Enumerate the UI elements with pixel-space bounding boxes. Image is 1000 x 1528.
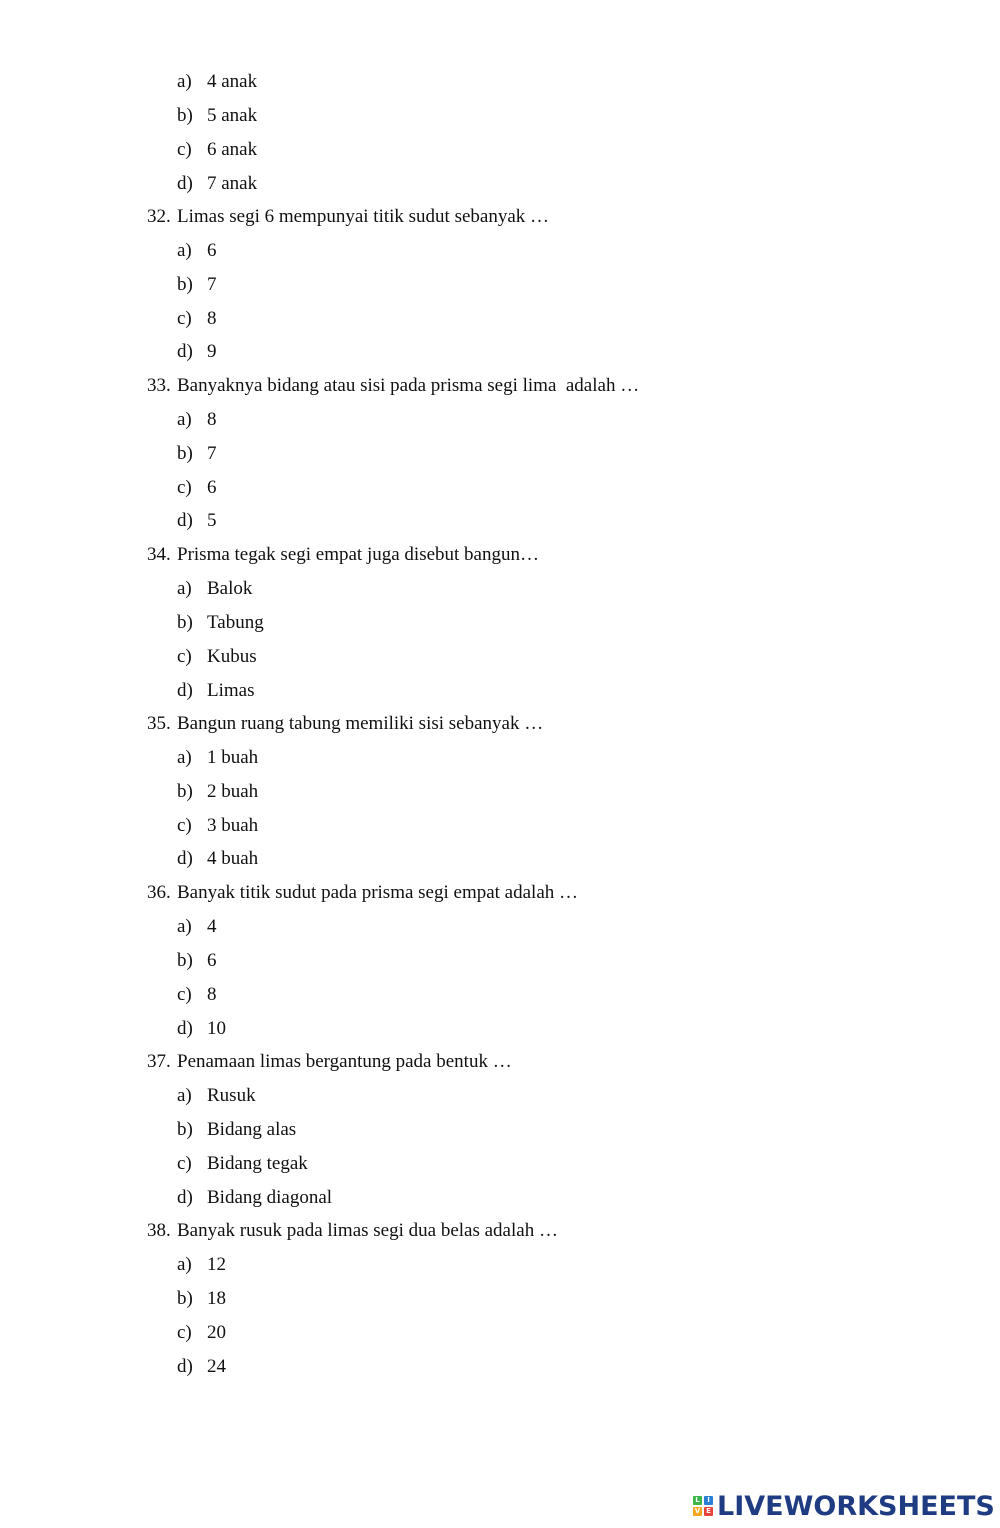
option-letter: b) [177, 781, 193, 802]
option-letter: a) [177, 240, 192, 261]
option-letter: a) [177, 1254, 192, 1275]
option-text: 6 [207, 240, 217, 261]
option-letter: d) [177, 510, 193, 531]
option-letter: b) [177, 1119, 193, 1140]
logo-mark-icon [693, 1496, 713, 1516]
option-text: 8 [207, 984, 217, 1005]
brand-name: LIVEWORKSHEETS [717, 1490, 995, 1522]
option-text: 7 [207, 443, 217, 464]
option-text: Kubus [207, 646, 257, 667]
liveworksheets-logo[interactable] [693, 1490, 995, 1522]
option-letter: d) [177, 848, 193, 869]
option-text: 3 buah [207, 815, 259, 836]
option-text: 4 [207, 916, 217, 937]
option-letter: d) [177, 1356, 193, 1377]
question-number: 35. [147, 713, 171, 734]
option-text: Balok [207, 578, 253, 599]
question-number: 32. [147, 206, 171, 227]
option-letter: d) [177, 1187, 193, 1208]
option-text: 6 anak [207, 139, 258, 160]
option-text: 6 [207, 950, 217, 971]
option-letter: c) [177, 139, 192, 160]
option-text: 4 anak [207, 71, 258, 92]
option-letter: b) [177, 612, 193, 633]
option-letter: c) [177, 646, 192, 667]
option-text: Bidang diagonal [207, 1187, 333, 1208]
option-letter: d) [177, 341, 193, 362]
question-text: Penamaan limas bergantung pada bentuk … [177, 1051, 512, 1072]
option-letter: b) [177, 443, 193, 464]
option-text: 7 anak [207, 173, 258, 194]
option-text: Rusuk [207, 1085, 256, 1106]
option-letter: c) [177, 477, 192, 498]
option-text: 24 [207, 1356, 226, 1377]
option-text: 8 [207, 409, 217, 430]
option-letter: a) [177, 747, 192, 768]
option-text: 20 [207, 1322, 226, 1343]
option-letter: d) [177, 1018, 193, 1039]
question-number: 37. [147, 1051, 171, 1072]
option-letter: b) [177, 1288, 193, 1309]
option-text: 5 anak [207, 105, 258, 126]
option-letter: c) [177, 1322, 192, 1343]
option-letter: c) [177, 308, 192, 329]
option-letter: b) [177, 274, 193, 295]
option-letter: a) [177, 1085, 192, 1106]
option-text: 5 [207, 510, 217, 531]
option-text: Tabung [207, 612, 264, 633]
option-letter: b) [177, 105, 193, 126]
question-number: 34. [147, 544, 171, 565]
option-text: 2 buah [207, 781, 259, 802]
option-text: 10 [207, 1018, 226, 1039]
option-letter: a) [177, 409, 192, 430]
option-letter: c) [177, 984, 192, 1005]
option-text: 4 buah [207, 848, 259, 869]
option-letter: a) [177, 916, 192, 937]
option-letter: a) [177, 578, 192, 599]
logo-mark-cell: V [694, 1507, 701, 1515]
option-letter: d) [177, 173, 193, 194]
logo-mark-cell: I [704, 1496, 713, 1505]
question-number: 38. [147, 1220, 171, 1241]
question-text: Banyaknya bidang atau sisi pada prisma segi lima adalah … [177, 375, 640, 396]
option-text: 7 [207, 274, 217, 295]
option-text: Limas [207, 680, 255, 701]
option-letter: d) [177, 680, 193, 701]
option-text: Bidang tegak [207, 1153, 308, 1174]
option-letter: c) [177, 1153, 192, 1174]
logo-mark-cell: E [704, 1507, 713, 1516]
question-text: Limas segi 6 mempunyai titik sudut sebanyak … [177, 206, 550, 227]
question-text: Banyak titik sudut pada prisma segi empat adalah … [177, 882, 579, 903]
option-text: 18 [207, 1288, 226, 1309]
option-text: 12 [207, 1254, 226, 1275]
question-number: 36. [147, 882, 171, 903]
logo-mark-cell: L [693, 1496, 702, 1505]
option-text: Bidang alas [207, 1119, 297, 1140]
option-text: 6 [207, 477, 217, 498]
question-text: Bangun ruang tabung memiliki sisi sebanyak … [177, 713, 544, 734]
question-text: Prisma tegak segi empat juga disebut bangun… [177, 544, 539, 565]
option-letter: c) [177, 815, 192, 836]
question-text: Banyak rusuk pada limas segi dua belas adalah … [177, 1220, 558, 1241]
question-number: 33. [147, 375, 171, 396]
option-text: 1 buah [207, 747, 259, 768]
option-text: 9 [207, 341, 217, 362]
option-letter: b) [177, 950, 193, 971]
option-text: 8 [207, 308, 217, 329]
option-letter: a) [177, 71, 192, 92]
